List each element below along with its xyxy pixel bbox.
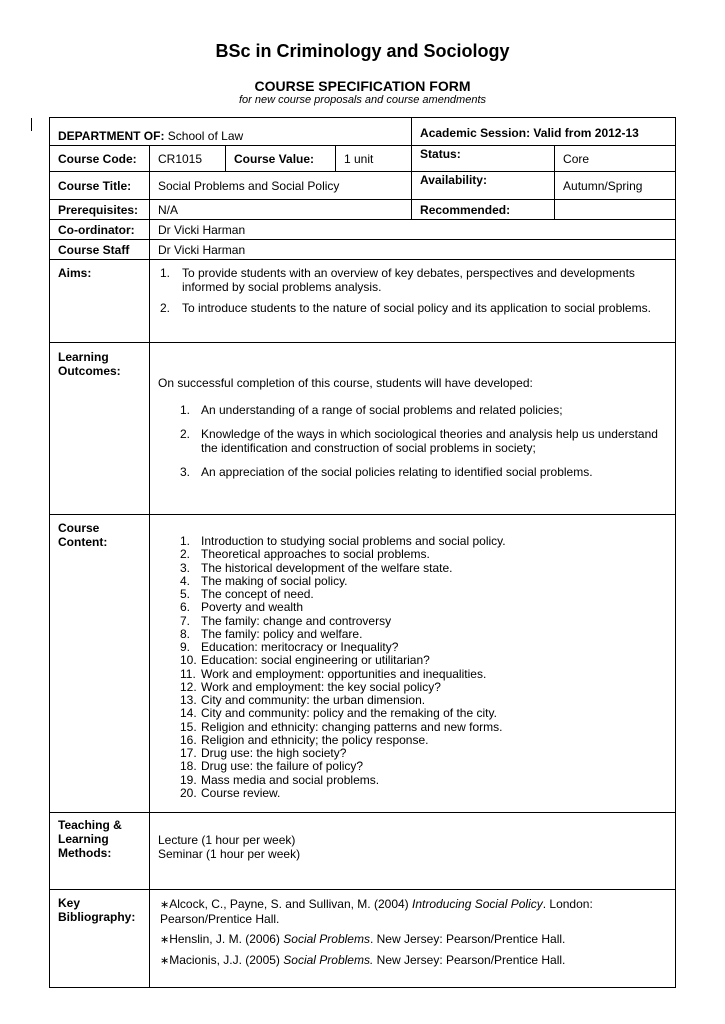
row-teaching-methods <box>50 813 676 890</box>
bibliography-cell <box>150 890 676 988</box>
row-course-title <box>50 172 676 200</box>
availability-value: Autumn/Spring <box>555 172 676 200</box>
topic-item: 2. Theoretical approaches to social problems. <box>180 547 430 562</box>
topic-item: 5. The concept of need. <box>180 587 314 601</box>
aim-item: 2. To introduce students to the nature of social policy and its application to social problems. <box>160 301 651 315</box>
row-aims <box>50 260 676 343</box>
row-course-content <box>50 515 676 813</box>
topic-item: 8. The family: policy and welfare. <box>180 626 363 641</box>
teaching-lecture: Lecture (1 hour per week) <box>158 833 296 847</box>
course-code-value: CR1015 <box>150 146 226 172</box>
learning-outcomes-label: Learning Outcomes: <box>50 343 150 515</box>
learning-outcomes-intro: On successful completion of this course, students will have developed: <box>158 376 533 390</box>
bibliography-entry: ∗Henslin, J. M. (2006) Social Problems. New Jersey: Pearson/Prentice Hall. <box>160 932 566 946</box>
outcome-item: 1. An understanding of a range of social problems and related policies; <box>180 403 563 417</box>
course-value-value: 1 unit <box>336 146 412 172</box>
course-value-label: Course Value: <box>226 146 336 172</box>
form-subtitle: COURSE SPECIFICATION FORM <box>254 78 471 94</box>
bullet-icon: ∗ <box>160 899 170 911</box>
outcome-item: 2. Knowledge of the ways in which sociological theories and analysis help us understand the identification and construction of social problems in society; <box>180 427 658 455</box>
course-staff-value: Dr Vicki Harman <box>150 240 676 260</box>
row-department <box>50 118 676 146</box>
recommended-label: Recommended: <box>412 200 555 220</box>
bibliography-label: Key Bibliography: <box>50 890 150 988</box>
course-content-cell <box>150 515 676 813</box>
row-coordinator <box>50 220 676 240</box>
teaching-methods-label: Teaching & Learning Methods: <box>50 813 150 890</box>
learning-outcomes-list <box>158 403 665 479</box>
topic-item: 16. Religion and ethnicity; the policy response. <box>180 732 429 747</box>
prerequisites-label: Prerequisites: <box>50 200 150 220</box>
topic-item: 4. The making of social policy. <box>180 573 348 588</box>
recommended-value <box>555 200 676 220</box>
teaching-methods-cell <box>150 813 676 890</box>
topic-item: 9. Education: meritocracy or Inequality? <box>180 640 399 654</box>
course-staff-label: Course Staff <box>50 240 150 260</box>
aims-cell <box>150 260 676 343</box>
row-prerequisites <box>50 200 676 220</box>
course-content-list <box>180 535 667 800</box>
availability-label: Availability: <box>412 172 555 200</box>
course-content-label: Course Content: <box>50 515 150 813</box>
status-label: Status: <box>412 146 555 172</box>
document-title: BSc in Criminology and Sociology <box>215 41 510 61</box>
topic-item: 20. Course review. <box>180 785 281 800</box>
prerequisites-value: N/A <box>150 200 412 220</box>
topic-item: 6. Poverty and wealth <box>180 600 304 615</box>
row-learning-outcomes <box>50 343 676 515</box>
row-course-staff <box>50 240 676 260</box>
topic-item: 17. Drug use: the high society? <box>180 746 347 760</box>
margin-mark <box>31 118 32 131</box>
department-value: School of Law <box>167 129 244 143</box>
topic-item: 15. Religion and ethnicity: changing patterns and new forms. <box>180 719 503 734</box>
topic-item: 13. City and community: the urban dimension. <box>180 693 426 707</box>
department-cell <box>50 118 412 146</box>
course-spec-table <box>49 117 676 988</box>
topic-item: 19. Mass media and social problems. <box>180 772 380 787</box>
teaching-seminar: Seminar (1 hour per week) <box>158 847 301 861</box>
bibliography-entry: ∗Alcock, C., Payne, S. and Sullivan, M. (2004) Introducing Social Policy. London: Pearson/Prentice Hall. <box>160 897 593 926</box>
aims-label: Aims: <box>50 260 150 343</box>
topic-item: 12. Work and employment: the key social policy? <box>180 679 441 694</box>
topic-item: 11. Work and employment: opportunities and inequalities. <box>180 666 487 681</box>
department-label: DEPARTMENT OF: <box>58 129 165 143</box>
coordinator-label: Co-ordinator: <box>50 220 150 240</box>
course-code-label: Course Code: <box>50 146 150 172</box>
topic-item: 7. The family: change and controversy <box>180 613 392 628</box>
outcome-item: 3. An appreciation of the social policies relating to identified social problems. <box>180 465 593 479</box>
topic-item: 1. Introduction to studying social problems and social policy. <box>180 534 506 548</box>
row-course-code <box>50 146 676 172</box>
form-note: for new course proposals and course amendments <box>238 94 487 106</box>
status-value: Core <box>555 146 676 172</box>
row-bibliography <box>50 890 676 988</box>
bibliography-entry: ∗Macionis, J.J. (2005) Social Problems. New Jersey: Pearson/Prentice Hall. <box>160 953 566 967</box>
aims-list <box>160 266 665 315</box>
academic-session: Academic Session: Valid from 2012-13 <box>412 118 676 146</box>
bullet-icon: ∗ <box>160 955 170 967</box>
course-title-label: Course Title: <box>50 172 150 200</box>
learning-outcomes-cell <box>150 343 676 515</box>
coordinator-value: Dr Vicki Harman <box>150 220 676 240</box>
aim-item: 1. To provide students with an overview of key debates, perspectives and developments informed by social problems analysis. <box>160 266 635 294</box>
course-title-value: Social Problems and Social Policy <box>150 172 412 200</box>
bullet-icon: ∗ <box>160 934 170 946</box>
topic-item: 18. Drug use: the failure of policy? <box>180 759 364 774</box>
topic-item: 3. The historical development of the welfare state. <box>180 560 453 575</box>
topic-item: 14. City and community: policy and the remaking of the city. <box>180 706 497 721</box>
topic-item: 10. Education: social engineering or utilitarian? <box>180 653 430 668</box>
